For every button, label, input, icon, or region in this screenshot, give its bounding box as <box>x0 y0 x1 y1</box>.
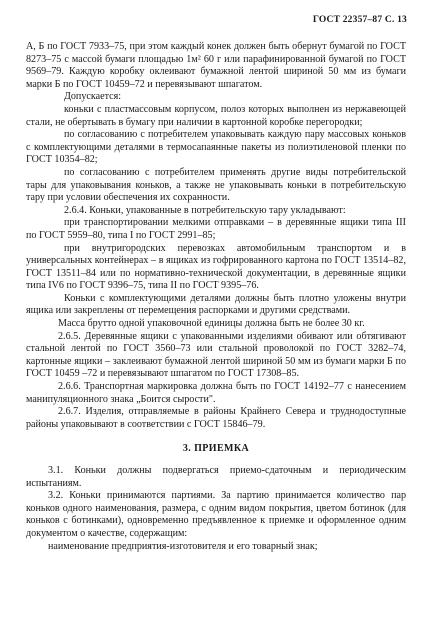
body-text <box>26 41 406 553</box>
paragraph: при транспортировании мелкими отправками – в деревянные ящики типа III по ГОСТ 5959–80, типа I по ГОСТ 2991–85; <box>26 217 406 241</box>
paragraph: Масса брутто одной упаковочной единицы должна быть не более 30 кг. <box>58 318 365 330</box>
paragraph: при внутригородских перевозках автомобильным транспортом и в универсальных контейнерах – в ящиках из гофрированного картона по ГОСТ 13514–82, ГОСТ 13511–84 или по нормативно-технической документации, в деревянные ящики типа IV6 по ГОСТ 9396–75, типа II по ГОСТ 9395–76. <box>26 242 406 292</box>
paragraph: 2.6.4. Коньки, упакованные в потребительскую тару укладывают: <box>64 204 346 216</box>
paragraph: 2.6.6. Транспортная маркировка должна быть по ГОСТ 14192–77 с нанесением манипуляционного знака „Боится сырости". <box>26 381 406 405</box>
paragraph: по согласованию с потребителем применять другие виды потребительской тары для упаковывания коньков, а также не упаковывать коньки в потребительскую тару при условии обеспечения их сохранности. <box>26 166 406 204</box>
paragraph: коньки с пластмассовым корпусом, полоз которых выполнен из нержавеющей стали, не обертывать в бумагу при наличии в картонной коробке перегородки; <box>26 103 406 128</box>
paragraph: 3.2. Коньки принимаются партиями. За партию принимается количество пар коньков одного наименования, размера, с одним видом покрытия, цветом ботинок (для коньков с ботинками), одновременно предъявленное к приемке и оформленное одним документом о качестве, содержащим: <box>26 490 406 539</box>
paragraph: наименование предприятия-изготовителя и его товарный знак; <box>48 540 318 552</box>
paragraph: А, Б по ГОСТ 7933–75, при этом каждый конек должен быть обернут бумагой по ГОСТ 8273–75 с массой бумаги площадью 1м² 60 г или парафинированной бумагой по ГОСТ 9569–79. Каждую коробку оклеивают бумажной лентой шириной 50 мм из бумаги марки Б по ГОСТ 10459–72 и перевязывают шпагатом. <box>26 41 406 90</box>
page-header: ГОСТ 22357–87 С. 13 <box>312 15 407 25</box>
paragraph: 3.1. Коньки должны подвергаться приемо-сдаточным и периодическим испытаниям. <box>26 465 406 489</box>
section-title: 3. ПРИЕМКА <box>182 443 250 455</box>
paragraph: по согласованию с потребителем упаковывать каждую пару массовых коньков с комплектующими деталями в термосапаянные пакеты из полиэтиленовой пленки по ГОСТ 10354–82; <box>26 129 406 166</box>
paragraph: 2.6.7. Изделия, отправляемые в районы Крайнего Севера и труднодоступные районы упаковывают в соответствии с ГОСТ 15846–79. <box>26 406 406 430</box>
paragraph: 2.6.5. Деревянные ящики с упакованными изделиями обивают или обтягивают стальной лентой по ГОСТ 3560–73 или стальной проволокой по ГОСТ 3282–74, картонные ящики – заклеивают бумажной лентой шириной 50 мм из бумаги марки Б по ГОСТ 10459 –72 и перевязывают шпагатом по ГОСТ 17308–85. <box>26 330 406 380</box>
paragraph: Коньки с комплектующими деталями должны быть плотно уложены внутри ящика или закреплены от перемещения распорками и другими средствами. <box>26 292 406 317</box>
paragraph: Допускается: <box>64 91 122 103</box>
